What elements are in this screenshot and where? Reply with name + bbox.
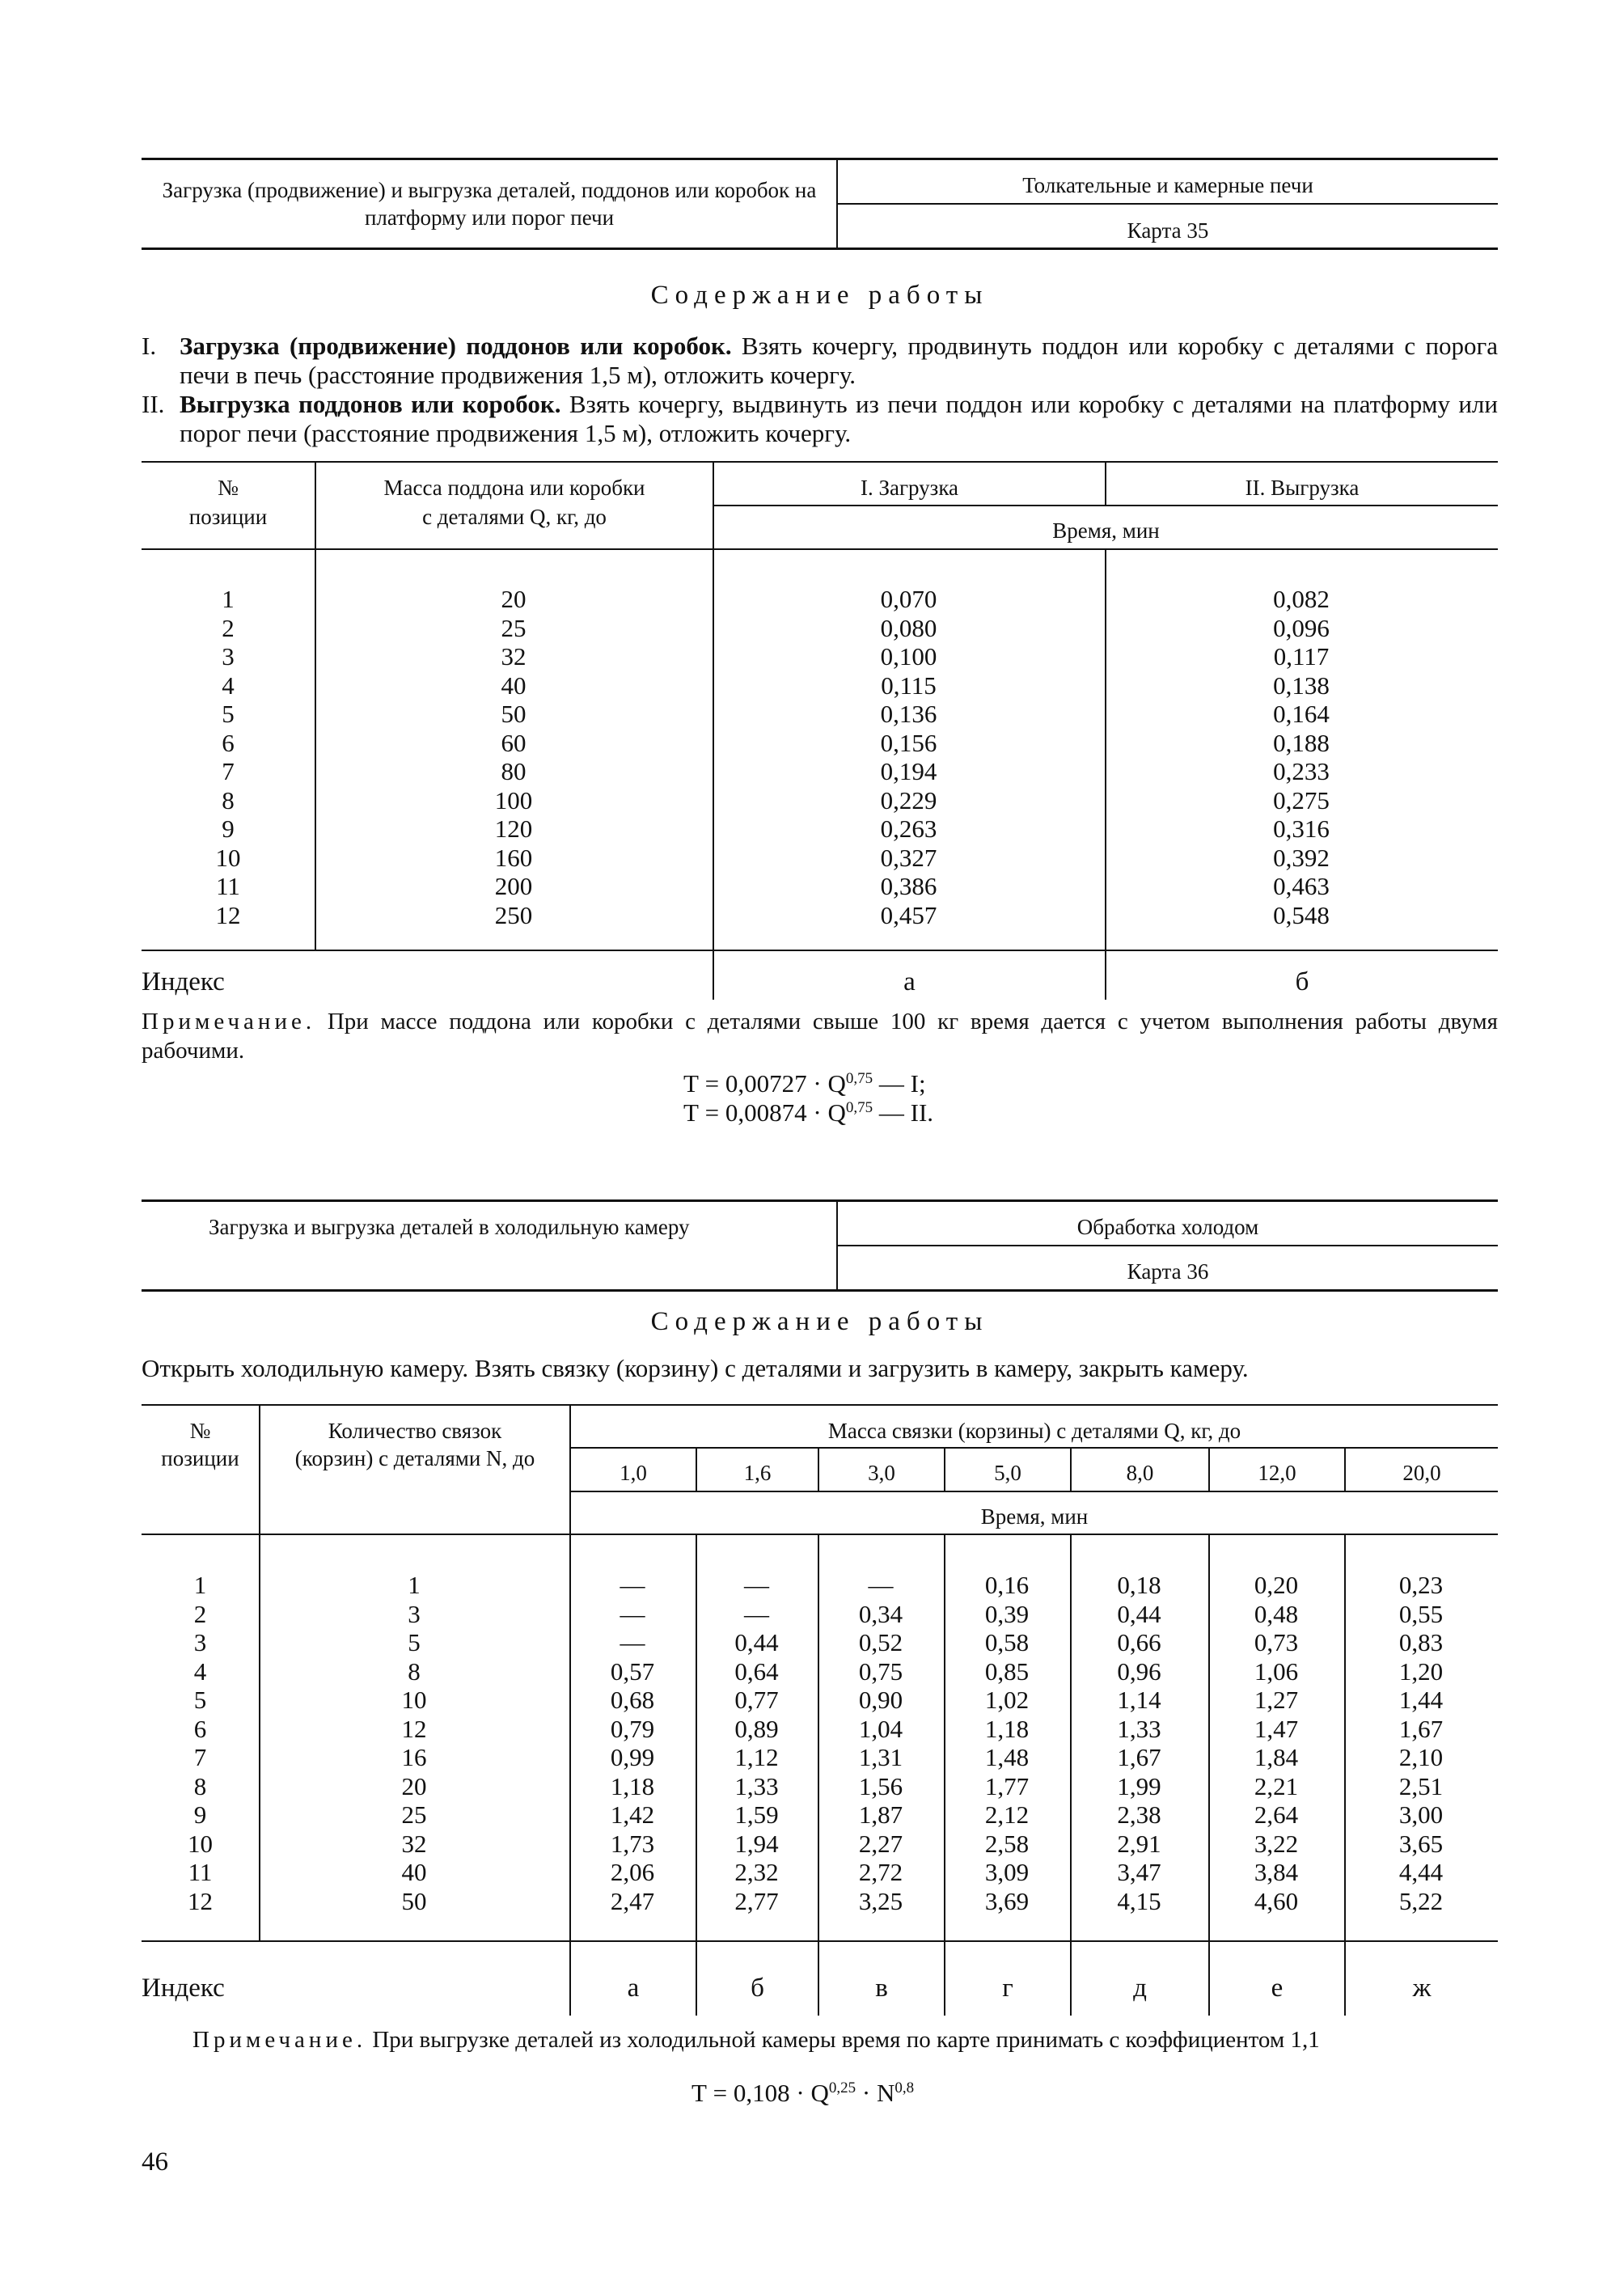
cell: 3 (408, 1599, 421, 1628)
cell: 3,22 (1254, 1829, 1299, 1858)
cell: 12 (215, 900, 241, 929)
table36-index-label: Индекс (142, 1974, 225, 2003)
cell: — (744, 1571, 769, 1599)
cell: 0,58 (984, 1628, 1030, 1656)
cell: 2,51 (1398, 1771, 1444, 1800)
table-row (142, 901, 1498, 930)
cell: 0,115 (881, 671, 937, 700)
table36-mass-rule (570, 1447, 1498, 1449)
card36-note (192, 2027, 1320, 2054)
cell: 0,83 (1398, 1628, 1444, 1656)
table-row (142, 844, 1498, 873)
cell: — (744, 1599, 769, 1628)
cell: 2,12 (984, 1800, 1030, 1829)
table36-col-count-1: Количество связок (328, 1419, 502, 1443)
cell: 1,31 (858, 1743, 903, 1771)
cell: 2,21 (1254, 1771, 1299, 1800)
table35-body-bottom-rule (142, 950, 1498, 951)
cell: 120 (494, 814, 533, 843)
cell: 0,392 (1273, 843, 1330, 872)
cell: 1,56 (858, 1771, 903, 1800)
cell: 6 (222, 728, 235, 757)
table-row (142, 786, 1498, 815)
cell: 0,164 (1273, 700, 1330, 728)
table36-values-rule (570, 1491, 1498, 1492)
card35-formula-1 (683, 1069, 926, 1098)
cell: 0,89 (734, 1714, 779, 1743)
cell: 200 (494, 872, 533, 900)
cell: 0,100 (880, 642, 937, 671)
card35-formula-2 (683, 1098, 933, 1127)
cell: 2,72 (858, 1858, 903, 1886)
table36-index-4: г (1002, 1974, 1013, 2003)
table35-index-b: б (1295, 967, 1309, 996)
card35-content-title: Содержание работы (650, 281, 989, 310)
cell: 11 (216, 872, 240, 900)
cell: 1,18 (610, 1771, 655, 1800)
cell: 0,57 (610, 1656, 655, 1686)
cell: 4 (222, 671, 235, 700)
cell: 3,09 (984, 1858, 1030, 1886)
table36-index-1: а (627, 1974, 640, 2003)
cell: 1,42 (610, 1800, 655, 1829)
cell: 25 (401, 1800, 427, 1829)
cell: 0,080 (880, 613, 937, 642)
cell: 2 (222, 613, 235, 642)
cell: 0,68 (610, 1686, 655, 1714)
cell: 3,65 (1398, 1829, 1444, 1858)
table35-col-mass-1: Масса поддона или коробки (383, 476, 645, 500)
cell: 10 (188, 1829, 213, 1858)
card35-formula-2-exp: 0,75 (845, 1099, 873, 1116)
cell: 7 (193, 1743, 207, 1771)
cell: 1,14 (1117, 1686, 1161, 1714)
cell: 1,33 (1117, 1714, 1161, 1743)
cell: 0,082 (1273, 585, 1330, 613)
cell: 0,44 (734, 1628, 779, 1656)
cell: 4,44 (1398, 1858, 1444, 1886)
cell: 1,77 (984, 1771, 1030, 1800)
cell: 2,10 (1398, 1743, 1444, 1771)
table36-col-pos-1: № (189, 1419, 211, 1443)
card35-formula-2-base: Т = 0,00874 · Q (683, 1098, 846, 1127)
cell: 0,77 (734, 1686, 779, 1714)
card36-formula-mid: · N (856, 2079, 895, 2107)
cell: 0,136 (880, 700, 937, 728)
cell: 2 (193, 1599, 207, 1628)
table35-index-label: Индекс (142, 967, 225, 996)
cell: 0,229 (880, 785, 937, 814)
cell: 0,85 (984, 1656, 1030, 1686)
table36-index-5: д (1133, 1974, 1147, 2003)
table35-index-a: а (903, 967, 916, 996)
cell: 0,48 (1254, 1599, 1299, 1628)
cell: 1,33 (734, 1771, 779, 1800)
cell: 1,12 (734, 1743, 779, 1771)
table-row (142, 1830, 1498, 1859)
cell: 4,15 (1117, 1886, 1161, 1915)
cell: 1,73 (610, 1829, 655, 1858)
table36-top-rule (142, 1404, 1498, 1406)
table36-body-bottom-rule (142, 1940, 1498, 1942)
page-number: 46 (142, 2147, 168, 2177)
cell: 250 (494, 900, 533, 929)
table35-body (142, 585, 1498, 929)
cell: 2,38 (1117, 1800, 1161, 1829)
cell: 0,263 (880, 814, 937, 843)
card35-header-top-rule (142, 158, 1498, 160)
cell: 10 (401, 1686, 427, 1714)
cell: 160 (494, 843, 533, 872)
cell: 1,87 (858, 1800, 903, 1829)
table36-mass-6: 12,0 (1258, 1461, 1296, 1485)
table-row (142, 585, 1498, 614)
cell: 3,25 (858, 1886, 903, 1915)
cell: 0,23 (1398, 1571, 1444, 1599)
cell: 5 (193, 1686, 207, 1714)
cell: 80 (501, 757, 527, 785)
table-row (142, 700, 1498, 729)
table36-mass-2: 1,6 (743, 1461, 772, 1485)
cell: 5 (408, 1628, 421, 1656)
cell: 7 (222, 757, 235, 785)
cell: 1 (222, 585, 235, 613)
cell: 3,00 (1398, 1800, 1444, 1829)
cell: 2,58 (984, 1829, 1030, 1858)
cell: 0,16 (984, 1571, 1030, 1599)
card36-operation-title: Загрузка и выгрузка деталей в холодильную камеру (209, 1215, 690, 1239)
cell: 9 (222, 814, 235, 843)
cell: 10 (215, 843, 241, 872)
cell: 1 (193, 1571, 207, 1599)
table-row (142, 1657, 1498, 1686)
card36-formula-exp-n: 0,8 (894, 2079, 915, 2096)
card36-formula-base: Т = 0,108 · Q (691, 2079, 829, 2107)
card36-note-text: При выгрузке деталей из холодильной камеры время по карте принимать с коэффициентом 1,1 (372, 2027, 1320, 2053)
cell: 1,04 (858, 1714, 903, 1743)
cell: 40 (501, 671, 527, 700)
table-row (142, 1600, 1498, 1629)
cell: 0,66 (1117, 1628, 1161, 1656)
cell: 1,44 (1398, 1686, 1444, 1714)
cell: 0,233 (1273, 757, 1330, 785)
cell: 1,27 (1254, 1686, 1299, 1714)
cell: 8 (408, 1656, 421, 1686)
table35-col-unload: II. Выгрузка (1245, 476, 1360, 500)
card35-formula-1-base: Т = 0,00727 · Q (683, 1069, 846, 1098)
card35-step2 (180, 390, 1498, 448)
cell: 9 (193, 1800, 207, 1829)
table-row (142, 1686, 1498, 1715)
table-row (142, 729, 1498, 758)
cell: 25 (501, 613, 527, 642)
cell: 3 (222, 642, 235, 671)
cell: 12 (401, 1714, 427, 1743)
cell: 0,73 (1254, 1628, 1299, 1656)
card35-formula-1-tail: — I; (873, 1069, 926, 1098)
table36-col-mass: Масса связки (корзины) с деталями Q, кг, до (827, 1419, 1241, 1443)
card35-step2-text: Взять кочергу, выдвинуть из печи поддон или коробку с деталями на платформу или порог печи (расстояние продвижения 1,5 м), отложить кочергу. (180, 390, 1498, 447)
cell: 5,22 (1398, 1886, 1444, 1915)
card36-header-mid-rule (837, 1245, 1498, 1246)
cell: 1,48 (984, 1743, 1030, 1771)
cell: 0,52 (858, 1628, 903, 1656)
card36-content-text: Открыть холодильную камеру. Взять связку (корзину) с деталями и загрузить в камеру, закрыть камеру. (142, 1354, 1249, 1382)
cell: 16 (401, 1743, 427, 1771)
table36-col-count-2: (корзин) с деталями N, до (294, 1446, 535, 1470)
table36-index-6: е (1271, 1974, 1284, 2003)
table-row (142, 1800, 1498, 1830)
cell: 0,156 (880, 728, 937, 757)
card35-operation-title: Загрузка (продвижение) и выгрузка деталей, поддонов или коробок на платформу или порог печи (162, 178, 817, 230)
card35-card-label: Карта 35 (1127, 218, 1209, 243)
cell: 11 (188, 1858, 213, 1886)
table-row (142, 1743, 1498, 1772)
cell: 0,34 (858, 1599, 903, 1628)
table-row (142, 1571, 1498, 1600)
cell: 0,548 (1273, 900, 1330, 929)
cell: 2,77 (734, 1886, 779, 1915)
table36-index-3: в (875, 1974, 888, 2003)
table35-col-load: I. Загрузка (860, 476, 959, 500)
cell: 1,67 (1117, 1743, 1161, 1771)
cell: 50 (401, 1886, 427, 1915)
card35-step2-number: II. (142, 390, 165, 418)
cell: 0,64 (734, 1656, 779, 1686)
cell: 20 (501, 585, 527, 613)
cell: 60 (501, 728, 527, 757)
cell: 1,94 (734, 1829, 779, 1858)
cell: 2,91 (1117, 1829, 1161, 1858)
cell: 0,096 (1273, 613, 1330, 642)
card36-equipment: Обработка холодом (1076, 1215, 1259, 1239)
table35-top-rule (142, 461, 1498, 463)
cell: — (620, 1628, 645, 1656)
table-row (142, 1715, 1498, 1744)
table36-body (142, 1571, 1498, 1915)
table36-col-pos-2: позиции (161, 1446, 239, 1470)
cell: 0,18 (1117, 1571, 1161, 1599)
cell: 1,18 (984, 1714, 1030, 1743)
table36-index-2: б (751, 1974, 764, 2003)
cell: 0,316 (1273, 814, 1330, 843)
table-row (142, 1772, 1498, 1801)
cell: 1,59 (734, 1800, 779, 1829)
cell: 0,275 (1273, 785, 1330, 814)
table35-header-bottom-rule (142, 548, 1498, 550)
card35-note-label: Примечание. (142, 1009, 316, 1034)
cell: 2,32 (734, 1858, 779, 1886)
cell: 0,20 (1254, 1571, 1299, 1599)
cell: 0,39 (984, 1599, 1030, 1628)
cell: 1,99 (1117, 1771, 1161, 1800)
card35-step1-title: Загрузка (продвижение) поддонов или коробок. (180, 332, 732, 360)
cell: 4 (193, 1656, 207, 1686)
cell: — (620, 1571, 645, 1599)
cell: 50 (501, 700, 527, 728)
cell: 5 (222, 700, 235, 728)
card35-step1-text: Взять кочергу, продвинуть поддон или коробку с деталями с порога печи в печь (расстояние продвижения 1,5 м), отложить кочергу. (180, 332, 1499, 389)
table-row (142, 671, 1498, 700)
cell: 0,188 (1273, 728, 1330, 757)
card35-header-mid-rule (837, 203, 1498, 205)
table35-col-pos-1: № (218, 476, 239, 500)
table35-col-mass-2: с деталями Q, кг, до (422, 505, 607, 529)
card35-note (142, 1007, 1498, 1065)
card36-formula (691, 2079, 914, 2108)
table36-col-time: Время, мин (980, 1504, 1089, 1529)
card36-header-top-rule (142, 1199, 1498, 1202)
cell: 1,47 (1254, 1714, 1299, 1743)
card35-step1-number: I. (142, 332, 157, 360)
table-row (142, 1628, 1498, 1657)
table36-mass-1: 1,0 (620, 1461, 647, 1485)
table-row (142, 614, 1498, 643)
table-row (142, 872, 1498, 901)
cell: 1,06 (1254, 1656, 1299, 1686)
cell: 0,75 (858, 1656, 903, 1686)
cell: 4,60 (1254, 1886, 1299, 1915)
table36-index-7: ж (1412, 1974, 1432, 2003)
cell: 3,47 (1117, 1858, 1161, 1886)
table-row (142, 814, 1498, 844)
card35-note-text: При массе поддона или коробки с деталями свыше 100 кг время дается с учетом выполнения работы двумя рабочими. (142, 1009, 1499, 1064)
cell: 32 (401, 1829, 427, 1858)
table36-mass-3: 3,0 (868, 1461, 895, 1485)
cell: 0,463 (1273, 872, 1330, 900)
cell: 0,90 (858, 1686, 903, 1714)
cell: 0,79 (610, 1714, 655, 1743)
cell: 1 (408, 1571, 421, 1599)
card35-formula-1-exp: 0,75 (845, 1070, 873, 1087)
cell: 32 (501, 642, 527, 671)
cell: 0,96 (1117, 1656, 1161, 1686)
cell: 100 (494, 785, 533, 814)
card36-note-label: Примечание. (192, 2027, 367, 2053)
cell: 0,070 (880, 585, 937, 613)
cell: 2,64 (1254, 1800, 1299, 1829)
cell: 0,194 (880, 757, 937, 785)
cell: 8 (193, 1771, 207, 1800)
cell: 0,44 (1117, 1599, 1161, 1628)
cell: 1,02 (984, 1686, 1030, 1714)
table-row (142, 1887, 1498, 1916)
cell: 1,67 (1398, 1714, 1444, 1743)
table36-header-bottom-rule (142, 1534, 1498, 1535)
cell: 0,99 (610, 1743, 655, 1771)
cell: 40 (401, 1858, 427, 1886)
table35-col-pos-2: позиции (188, 505, 268, 529)
table-row (142, 757, 1498, 786)
card35-header-bottom-rule (142, 247, 1498, 250)
table-row (142, 642, 1498, 671)
cell: — (868, 1571, 894, 1599)
card36-header-bottom-rule (142, 1289, 1498, 1292)
table36-mass-4: 5,0 (994, 1461, 1021, 1485)
cell: — (620, 1599, 645, 1628)
cell: 0,138 (1273, 671, 1330, 700)
cell: 0,327 (880, 843, 937, 872)
cell: 20 (401, 1771, 427, 1800)
card35-formula-2-tail: — II. (873, 1098, 934, 1127)
cell: 0,55 (1398, 1599, 1444, 1628)
cell: 12 (188, 1886, 213, 1915)
cell: 0,117 (1273, 642, 1330, 671)
cell: 3 (193, 1628, 207, 1656)
cell: 0,386 (880, 872, 937, 900)
table35-col-time: Время, мин (1052, 518, 1160, 543)
cell: 8 (222, 785, 235, 814)
cell: 3,84 (1254, 1858, 1299, 1886)
card35-step2-title: Выгрузка поддонов или коробок. (180, 390, 561, 418)
cell: 6 (193, 1714, 207, 1743)
cell: 0,457 (880, 900, 937, 929)
cell: 1,84 (1254, 1743, 1299, 1771)
card35-equipment: Толкательные и камерные печи (1022, 173, 1313, 197)
card36-content-title: Содержание работы (650, 1307, 989, 1336)
card35-step1 (180, 332, 1498, 390)
cell: 2,27 (858, 1829, 903, 1858)
card36-card-label: Карта 36 (1127, 1259, 1209, 1284)
cell: 1,20 (1398, 1656, 1444, 1686)
table36-mass-7: 20,0 (1402, 1461, 1441, 1485)
cell: 3,69 (984, 1886, 1030, 1915)
cell: 2,06 (610, 1858, 655, 1886)
cell: 2,47 (610, 1886, 655, 1915)
card36-formula-exp-q: 0,25 (828, 2079, 856, 2096)
table-row (142, 1858, 1498, 1887)
table36-mass-5: 8,0 (1126, 1461, 1154, 1485)
